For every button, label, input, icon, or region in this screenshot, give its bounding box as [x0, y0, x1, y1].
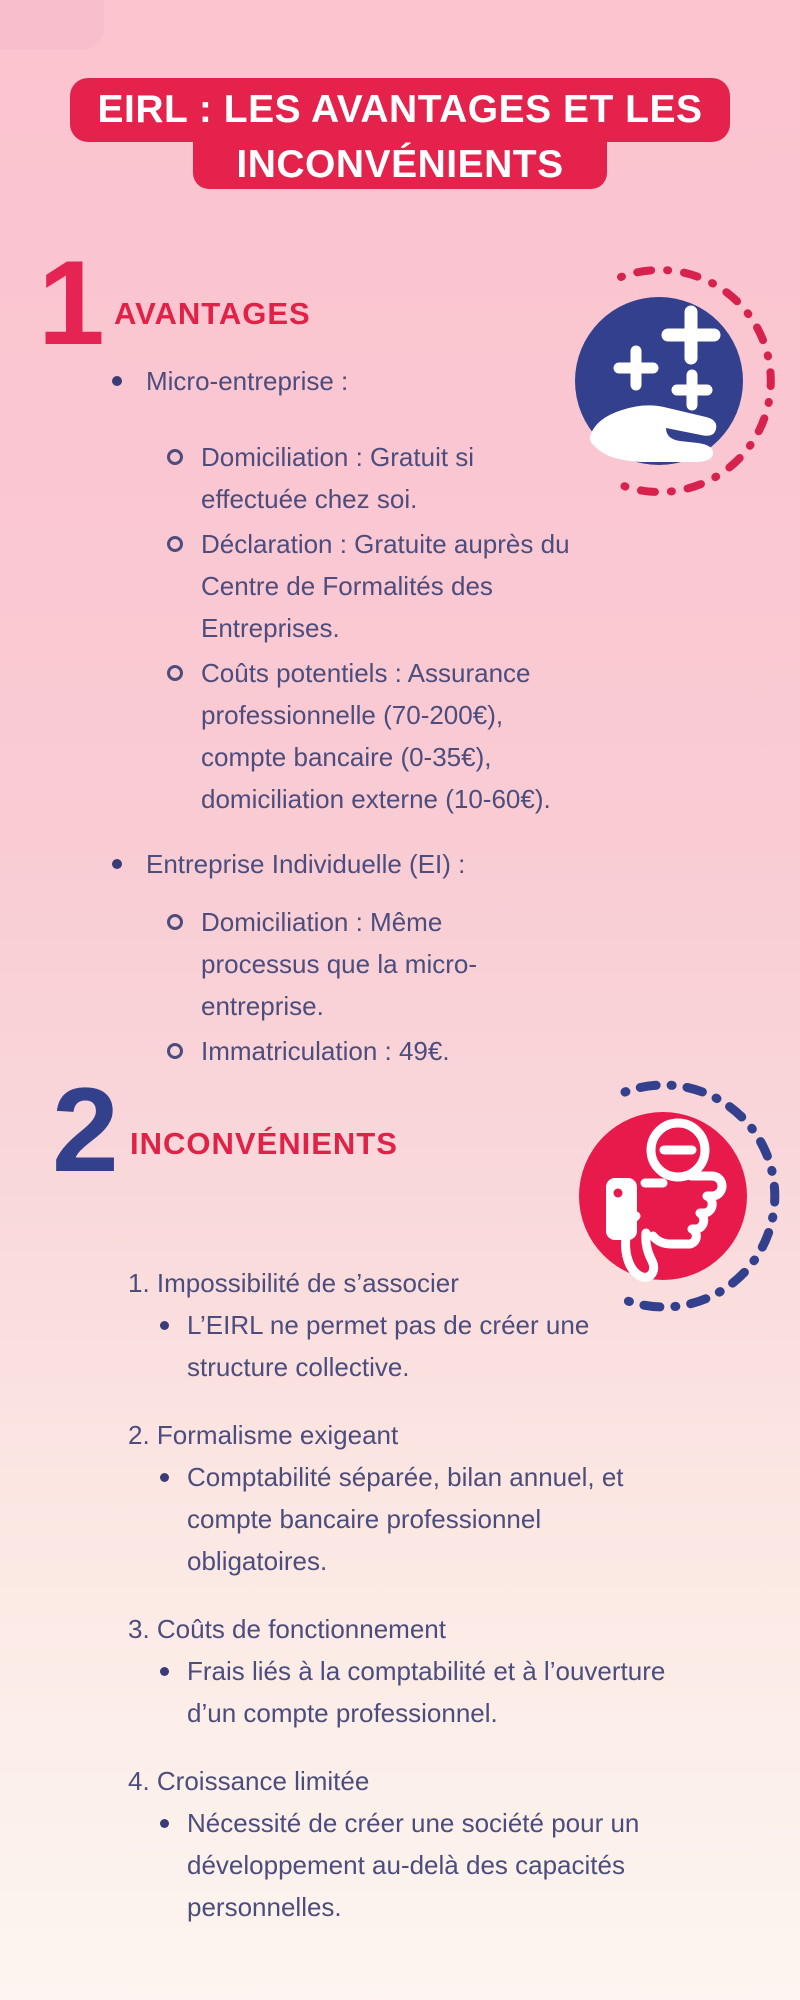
disadvantage-detail: [160, 1650, 728, 1734]
section2-title: INCONVÉNIENTS: [130, 1126, 398, 1161]
disadvantage-heading: 2. Formalisme exigeant: [128, 1420, 399, 1450]
section2-list: [128, 1262, 728, 1954]
disadvantage-heading: 4. Croissance limitée: [128, 1766, 370, 1796]
detail-text: Nécessité de créer une société pour un développement au-delà des capacités personnelles.: [187, 1808, 640, 1922]
bullet-ring: [167, 665, 183, 681]
detail-text: L’EIRL ne permet pas de créer une structure collective.: [187, 1310, 590, 1382]
section1-item-ei: [110, 843, 570, 1075]
corner-decoration: [0, 0, 104, 50]
bullet-dot: [160, 1473, 169, 1482]
disadvantage-detail: [160, 1802, 728, 1928]
list-item-label: Entreprise Individuelle (EI) :: [146, 849, 466, 879]
hand-receiving-plus-icon-svg: [544, 250, 779, 516]
title-banner: [70, 78, 730, 142]
subitem-text: Déclaration : Gratuite auprès du Centre de Formalités des Entreprises.: [201, 529, 570, 643]
list-item: [110, 843, 570, 885]
disadvantage-group-2: [128, 1414, 728, 1582]
disadvantage-detail: [160, 1456, 728, 1582]
disadvantage-group-1: [128, 1262, 728, 1388]
page-title-line2: INCONVÉNIENTS: [236, 143, 564, 186]
bullet-dot: [160, 1819, 169, 1828]
subitem-text: Domiciliation : Même processus que la micro-entreprise.: [201, 907, 477, 1021]
section1-item-micro: [110, 360, 570, 823]
bullet-dot: [160, 1667, 169, 1676]
disadvantage-heading: 3. Coûts de fonctionnement: [128, 1614, 446, 1644]
disadvantage-group-3: [128, 1608, 728, 1734]
list-subitem: [167, 523, 570, 649]
bullet-ring: [167, 449, 183, 465]
bullet-ring: [167, 914, 183, 930]
bullet-ring: [167, 1043, 183, 1059]
disadvantage-heading: 1. Impossibilité de s’associer: [128, 1268, 459, 1298]
bullet-dot: [112, 859, 122, 869]
list-item-label: Micro-entreprise :: [146, 366, 349, 396]
disadvantage-detail: [160, 1304, 728, 1388]
subitem-text: Immatriculation : 49€.: [201, 1036, 450, 1066]
section1-number: 1: [38, 236, 105, 370]
detail-text: Frais liés à la comptabilité et à l’ouverture d’un compte professionnel.: [187, 1656, 666, 1728]
page-title-line1: EIRL : LES AVANTAGES ET LES: [97, 88, 703, 131]
list-subitem: [167, 436, 570, 520]
list-subitem: [167, 901, 570, 1027]
bullet-ring: [167, 536, 183, 552]
title-banner-line2: [193, 141, 607, 189]
disadvantage-group-4: [128, 1760, 728, 1928]
section1-title: AVANTAGES: [114, 296, 311, 331]
list-subitem: [167, 652, 570, 820]
list-subitem: [167, 1030, 570, 1072]
section2-number: 2: [52, 1063, 119, 1197]
list-item: [110, 360, 570, 402]
subitem-text: Domiciliation : Gratuit si effectuée chez soi.: [201, 442, 475, 514]
bullet-dot: [160, 1321, 169, 1330]
bullet-dot: [112, 376, 122, 386]
hand-receiving-plus-icon: [544, 250, 779, 521]
detail-text: Comptabilité séparée, bilan annuel, et compte bancaire professionnel obligatoires.: [187, 1462, 624, 1576]
subitem-text: Coûts potentiels : Assurance professionnelle (70-200€), compte bancaire (0-35€), domiciliation externe (10-60€).: [201, 658, 551, 814]
